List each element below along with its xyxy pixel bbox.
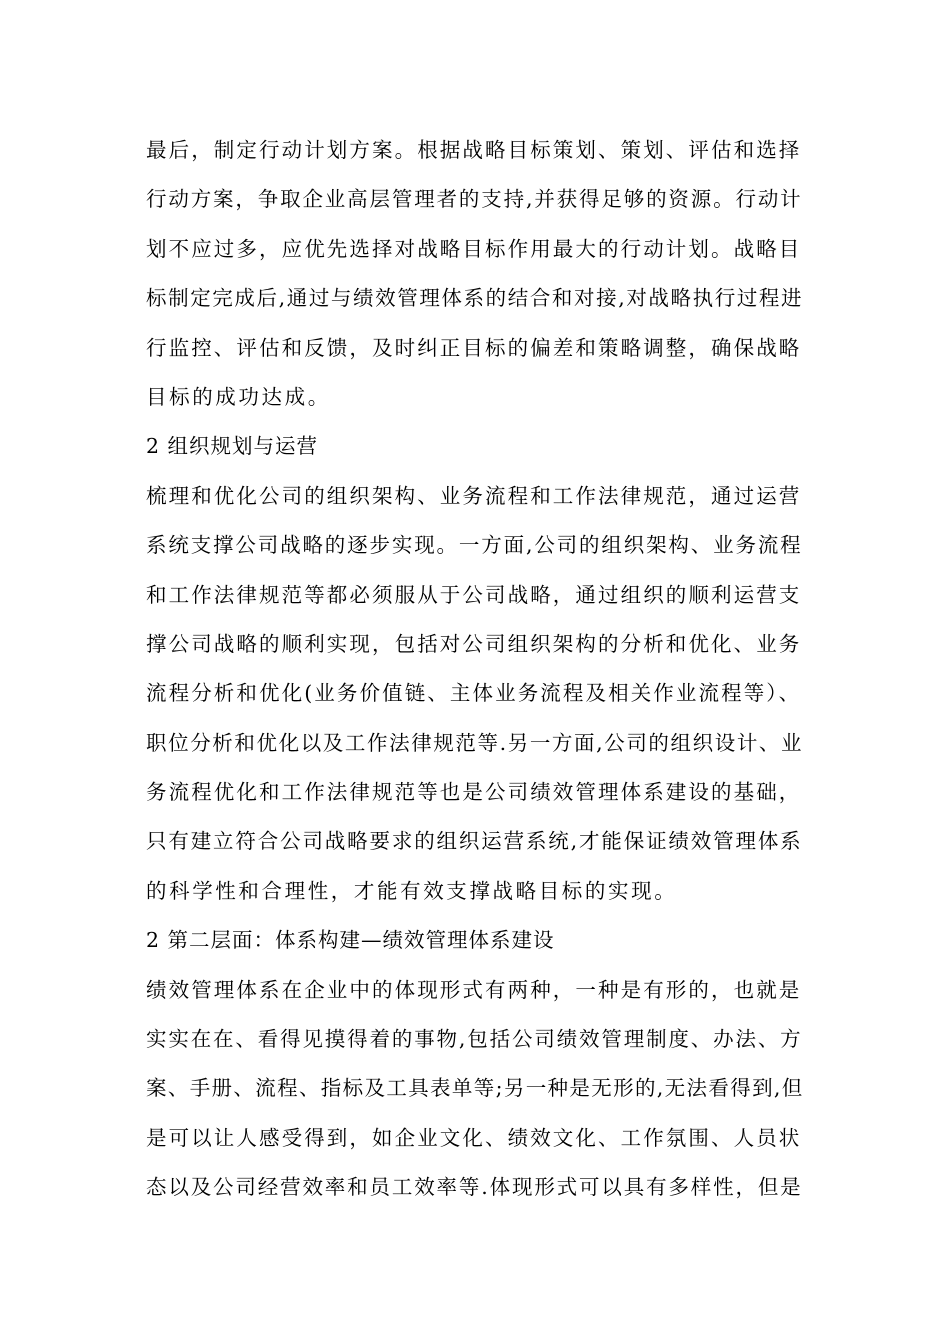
paragraph-line: 态以及公司经营效率和员工效率等.体现形式可以具有多样性，但是 (146, 1175, 803, 1200)
paragraph-line: 目标的成功达成。 (146, 384, 331, 409)
document-body (146, 126, 808, 1213)
paragraph-line: 最后，制定行动计划方案。根据战略目标策划、策划、评估和选择 (146, 138, 802, 162)
paragraph-line: 流程分析和优化(业务价值链、主体业务流程及相关作业流程等）、 (146, 681, 802, 706)
paragraph-line: 撑公司战略的顺利实现，包括对公司组织架构的分析和优化、业务 (146, 631, 802, 656)
paragraph-line: 只有建立符合公司战略要求的组织运营系统,才能保证绩效管理体系 (146, 829, 803, 854)
paragraph-line: 实实在在、看得见摸得着的事物,包括公司绩效管理制度、办法、方 (146, 1027, 803, 1052)
paragraph-line: 系统支撑公司战略的逐步实现。一方面,公司的组织架构、业务流程 (146, 533, 803, 558)
paragraph-line: 标制定完成后,通过与绩效管理体系的结合和对接,对战略执行过程进 (146, 286, 804, 311)
paragraph-line: 绩效管理体系在企业中的体现形式有两种，一种是有形的，也就是 (146, 977, 802, 1002)
paragraph-line: 划不应过多，应优先选择对战略目标作用最大的行动计划。战略目 (146, 236, 802, 261)
section-heading: 2 组织规划与运营 (146, 434, 319, 459)
paragraph-line: 务流程优化和工作法律规范等也是公司绩效管理体系建设的基础， (146, 780, 802, 805)
section-heading: 2 第二层面：体系构建—绩效管理体系建设 (146, 928, 555, 953)
paragraph-line: 行动方案，争取企业高层管理者的支持,并获得足够的资源。行动计 (146, 187, 803, 212)
paragraph-line: 行监控、评估和反馈，及时纠正目标的偏差和策略调整，确保战略 (146, 335, 802, 360)
paragraph-line: 梳理和优化公司的组织架构、业务流程和工作法律规范，通过运营 (146, 483, 802, 508)
paragraph-line: 职位分析和优化以及工作法律规范等.另一方面,公司的组织设计、业 (146, 730, 804, 755)
paragraph-line: 的科学性和合理性，才能有效支撑战略目标的实现。 (146, 878, 678, 903)
paragraph-line: 和工作法律规范等都必须服从于公司战略，通过组织的顺利运营支 (146, 582, 802, 607)
paragraph-line: 是可以让人感受得到，如企业文化、绩效文化、工作氛围、人员状 (146, 1125, 802, 1150)
paragraph-line: 案、手册、流程、指标及工具表单等;另一种是无形的,无法看得到,但 (146, 1076, 804, 1101)
